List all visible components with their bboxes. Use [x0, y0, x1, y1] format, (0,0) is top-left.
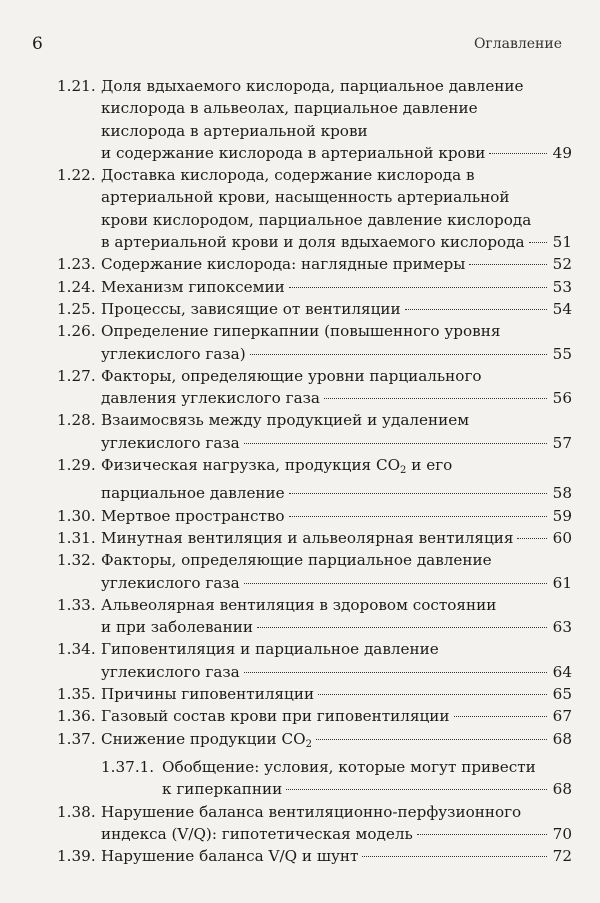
- toc-entry-title-line: Гиповентиляция и парциальное давление: [101, 640, 439, 659]
- toc-entry-title-line: Физическая нагрузка, продукция $CO_2$ и его: [101, 456, 453, 477]
- toc-entry-title-line: и при заболевании: [101, 618, 253, 637]
- dot-leader: [244, 583, 547, 584]
- toc-entry-number: 1.31.: [57, 528, 96, 547]
- toc-page-number: 68: [552, 729, 572, 748]
- page-number: 6: [32, 34, 43, 54]
- toc-entry[interactable]: [57, 298, 572, 320]
- toc-page-number: 67: [552, 707, 572, 726]
- toc-entry[interactable]: [57, 320, 572, 365]
- toc-entry-number: 1.32.: [57, 551, 96, 570]
- toc-entry-title-line: Факторы, определяющие уровни парциального: [101, 366, 482, 385]
- toc-entry-title-line: в артериальной крови и доля вдыхаемого кислорода: [101, 233, 525, 252]
- toc-entry-number: 1.22.: [57, 166, 96, 185]
- toc-entry[interactable]: [57, 801, 572, 846]
- dot-leader: [318, 694, 547, 695]
- dot-leader: [316, 739, 547, 740]
- toc-entry-title-line: Определение гиперкапнии (повышенного уровня: [101, 322, 501, 341]
- toc-entry-title-line: Снижение продукции $CO_2$: [101, 729, 312, 750]
- dot-leader: [289, 493, 547, 494]
- dot-leader: [529, 242, 547, 243]
- dot-leader: [289, 516, 547, 517]
- dot-leader: [362, 856, 547, 857]
- dot-leader: [250, 354, 547, 355]
- toc-entry-title-line: к гиперкапнии: [162, 780, 283, 799]
- toc-entry-title-line: кислорода в альвеолах, парциальное давление: [101, 99, 478, 118]
- dot-leader: [489, 153, 547, 154]
- toc-entry-title-line: Альвеолярная вентиляция в здоровом состоянии: [101, 595, 497, 614]
- toc-entry-number: 1.24.: [57, 277, 96, 296]
- toc-entry[interactable]: [57, 409, 572, 454]
- toc-entry-title-line: Мертвое пространство: [101, 506, 285, 525]
- dot-leader: [417, 834, 547, 835]
- toc-entry-title-line: Минутная вентиляция и альвеолярная вентиляция: [101, 528, 514, 547]
- toc-page-number: 60: [552, 528, 572, 547]
- toc-page-number: 70: [552, 824, 572, 843]
- running-head: Оглавление: [473, 36, 562, 52]
- toc-entry-title-line: Процессы, зависящие от вентиляции: [101, 299, 401, 318]
- toc-entry-title-line: Нарушение баланса V/Q и шунт: [101, 847, 359, 866]
- toc-entry-number: 1.37.: [57, 729, 96, 748]
- toc-page-number: 49: [552, 143, 572, 162]
- toc-page-number: 57: [552, 433, 572, 452]
- toc-entry[interactable]: [57, 164, 572, 253]
- toc-entry[interactable]: [57, 594, 572, 639]
- dot-leader: [469, 264, 547, 265]
- toc-page-number: 68: [552, 780, 572, 799]
- toc-entry-title-line: углекислого газа: [101, 573, 240, 592]
- toc-page-number: 56: [552, 389, 572, 408]
- toc-page-number: 55: [552, 344, 572, 363]
- dot-leader: [257, 627, 547, 628]
- toc-page-number: 54: [552, 299, 572, 318]
- toc-entry[interactable]: [57, 527, 572, 549]
- toc-entry-title-line: Обобщение: условия, которые могут привести: [162, 757, 536, 776]
- toc-entry-title-line: Механизм гипоксемии: [101, 277, 285, 296]
- toc-entry[interactable]: [57, 75, 572, 164]
- dot-leader: [244, 672, 547, 673]
- dot-leader: [324, 398, 547, 399]
- toc-page-number: 63: [552, 618, 572, 637]
- toc-entry-number: 1.38.: [57, 802, 96, 821]
- toc-page-number: 52: [552, 255, 572, 274]
- toc-page-number: 53: [552, 277, 572, 296]
- toc-entry-number: 1.23.: [57, 255, 96, 274]
- toc-entry-title-line: углекислого газа): [101, 344, 246, 363]
- toc-entry[interactable]: [57, 705, 572, 727]
- toc-page-number: 61: [552, 573, 572, 592]
- toc-entry[interactable]: [57, 756, 572, 801]
- toc-entry-title-line: Нарушение баланса вентиляционно-перфузионного: [101, 802, 522, 821]
- toc-entry-title-line: давления углекислого газа: [101, 389, 320, 408]
- dot-leader: [517, 538, 547, 539]
- toc-entry-title-line: Доля вдыхаемого кислорода, парциальное давление: [101, 77, 524, 95]
- toc-entry-number: 1.21.: [57, 77, 96, 95]
- toc-entry-title-line: Доставка кислорода, содержание кислорода в: [101, 166, 475, 185]
- toc-entry-number: 1.39.: [57, 847, 96, 866]
- toc-entry-number: 1.34.: [57, 640, 96, 659]
- toc-entry-title-line: кислорода в артериальной крови: [101, 121, 368, 140]
- toc-entry-number: 1.29.: [57, 456, 96, 475]
- toc-entry[interactable]: [57, 728, 572, 756]
- toc-entry[interactable]: [57, 505, 572, 527]
- dot-leader: [286, 789, 547, 790]
- toc-page-number: 64: [552, 662, 572, 681]
- toc-entry-title-line: Газовый состав крови при гиповентиляции: [101, 707, 450, 726]
- dot-leader: [405, 309, 547, 310]
- dot-leader: [244, 443, 547, 444]
- toc-entry[interactable]: [57, 845, 572, 867]
- toc-entry[interactable]: [57, 549, 572, 594]
- toc-page-number: 59: [552, 506, 572, 525]
- toc-entry-title-line: артериальной крови, насыщенность артериальной: [101, 188, 510, 207]
- toc-entry-number: 1.26.: [57, 322, 96, 341]
- toc-entry-title-line: Факторы, определяющие парциальное давление: [101, 551, 492, 570]
- dot-leader: [289, 287, 547, 288]
- toc-entry-title-line: индекса (V/Q): гипотетическая модель: [101, 824, 413, 843]
- toc-entry[interactable]: [57, 683, 572, 705]
- toc-entry-number: 1.28.: [57, 411, 96, 430]
- toc-entry-title-line: парциальное давление: [101, 484, 285, 503]
- toc-entry-title-line: углекислого газа: [101, 662, 240, 681]
- toc-entry-title-line: Взаимосвязь между продукцией и удалением: [101, 411, 470, 430]
- toc-page-number: 72: [552, 847, 572, 866]
- toc-entry-title-line: Причины гиповентиляции: [101, 685, 315, 704]
- toc-entry-number: 1.27.: [57, 366, 96, 385]
- toc-page-number: 51: [552, 233, 572, 252]
- toc-entry[interactable]: [57, 365, 572, 410]
- toc-entry-title-line: углекислого газа: [101, 433, 240, 452]
- toc-entry-number: 1.33.: [57, 595, 96, 614]
- table-of-contents: [57, 75, 572, 867]
- toc-entry[interactable]: [57, 454, 572, 505]
- toc-entry-number: 1.25.: [57, 299, 96, 318]
- dot-leader: [454, 716, 547, 717]
- toc-entry-number: 1.35.: [57, 685, 96, 704]
- toc-page-number: 65: [552, 685, 572, 704]
- toc-entry-number: 1.36.: [57, 707, 96, 726]
- toc-entry-number: 1.30.: [57, 506, 96, 525]
- toc-entry[interactable]: [57, 638, 572, 683]
- toc-entry-number: 1.37.1.: [101, 757, 155, 776]
- toc-page-number: 58: [552, 484, 572, 503]
- toc-entry-title-line: и содержание кислорода в артериальной крови: [101, 143, 486, 162]
- toc-entry-title-line: Содержание кислорода: наглядные примеры: [101, 255, 466, 274]
- toc-entry[interactable]: [57, 253, 572, 275]
- toc-entry-title-line: крови кислородом, парциальное давление кислорода: [101, 210, 532, 229]
- toc-entry[interactable]: [57, 276, 572, 298]
